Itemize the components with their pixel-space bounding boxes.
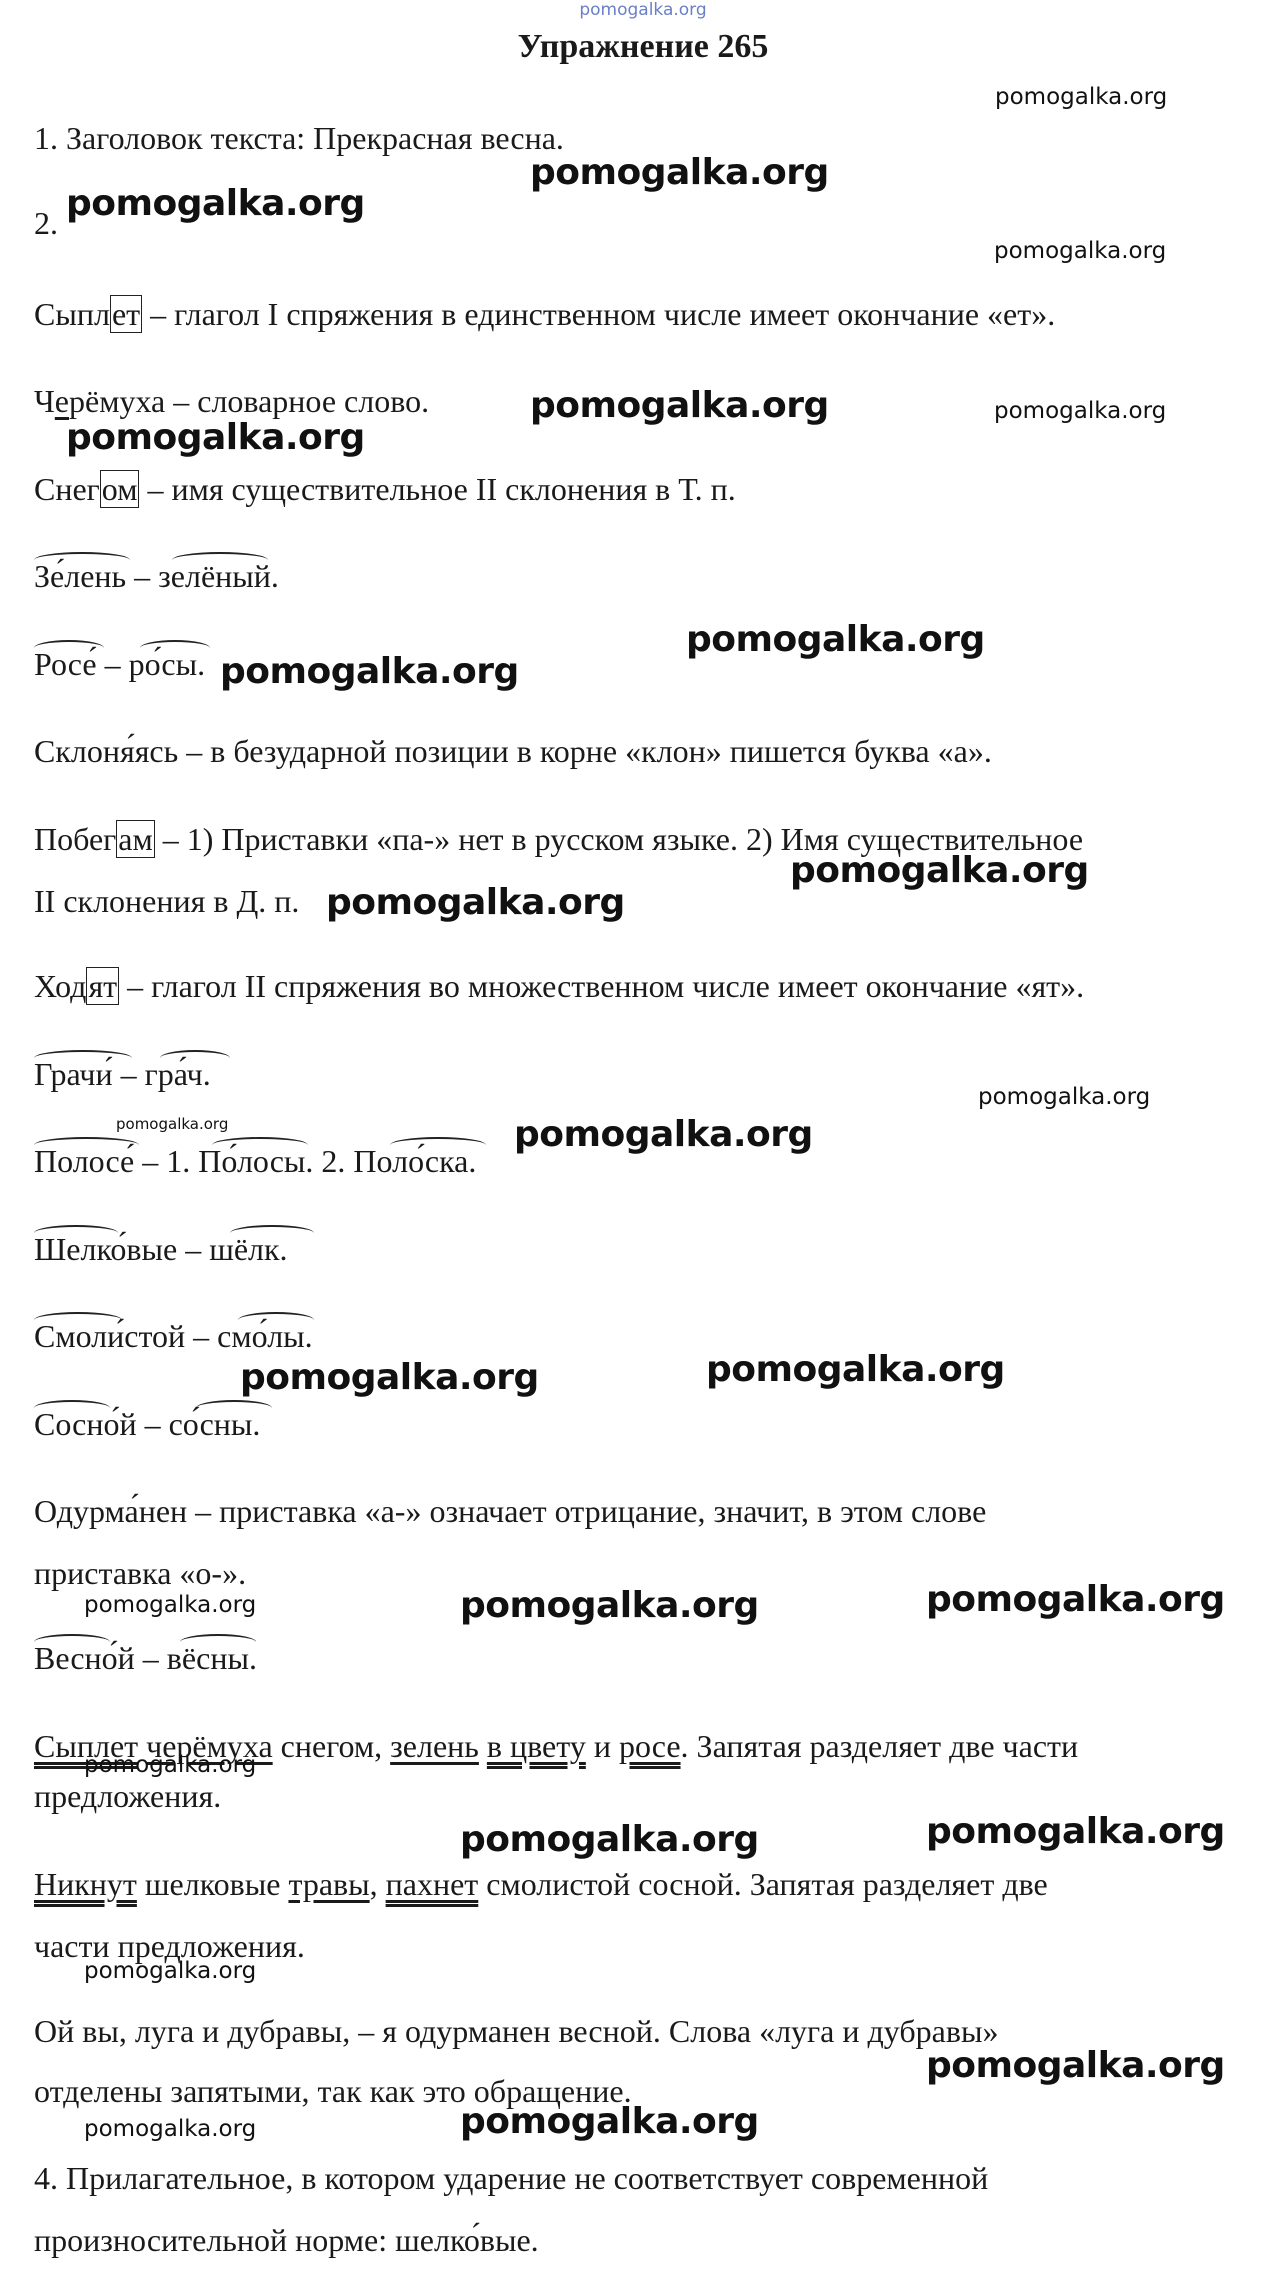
root-arc [390, 1137, 486, 1153]
watermark: pomogalka.org [926, 2045, 1225, 2086]
line-pobegam: Побегам – 1) Приставки «па-» нет в русском языке. 2) Имя существительное [34, 821, 1084, 857]
vowel-underline: е [54, 383, 69, 419]
watermark: pomogalka.org [66, 417, 365, 458]
line-syplet: Сыплет – глагол I спряжения в единственном числе имеет окончание «ет». [34, 296, 1056, 332]
root-arc [196, 1400, 272, 1416]
watermark: pomogalka.org [530, 152, 829, 193]
line-grachi: Грачи́ – гра́ч. [34, 1056, 211, 1092]
line-sentence-2-cont: части предложения. [34, 1928, 305, 1964]
subject: травы [288, 1866, 370, 1902]
line-shelkovye: Шелко́вые – шёлк. [34, 1231, 288, 1267]
root-arc [34, 1050, 132, 1066]
root-arc [34, 1137, 139, 1153]
root-arc [140, 640, 210, 656]
line-2: 2. [34, 205, 58, 241]
line-snegom: Снегом – имя существительное II склонения в Т. п. [34, 471, 736, 507]
watermark: pomogalka.org [926, 1811, 1225, 1852]
line-khodyat: Ходят – глагол II спряжения во множественном числе имеет окончание «ят». [34, 968, 1085, 1004]
line-rose: Росе́ – ро́сы. [34, 646, 206, 682]
line-pobegam-cont: II склонения в Д. п. [34, 883, 300, 919]
watermark: pomogalka.org [460, 1819, 759, 1860]
line-odurmanen-cont: приставка «о-». [34, 1555, 247, 1591]
watermark: pomogalka.org [220, 651, 519, 692]
watermark: pomogalka.org [706, 1349, 1005, 1390]
root-arc [34, 1312, 122, 1328]
watermark: pomogalka.org [530, 385, 829, 426]
root-arc [34, 1634, 110, 1650]
root-arc [180, 1634, 256, 1650]
watermark: pomogalka.org [790, 850, 1089, 891]
subject: зелень [390, 1728, 479, 1764]
watermark: pomogalka.org [995, 84, 1168, 110]
watermark: pomogalka.org [514, 1114, 813, 1155]
line-4: 4. Прилагательное, в котором ударение не соответствует современной [34, 2160, 989, 2196]
line-vesnoy: Весно́й – вёсны. [34, 1640, 257, 1676]
root-arc [230, 1225, 314, 1241]
root-arc [238, 1312, 314, 1328]
watermark: pomogalka.org [116, 1115, 229, 1133]
exercise-title: Упражнение 265 [517, 28, 769, 65]
line-polose: Полосе́ – 1. По́лосы. 2. Поло́ска. [34, 1143, 477, 1179]
watermark: pomogalka.org [84, 1752, 257, 1778]
watermark: pomogalka.org [326, 882, 625, 923]
predicate: в цвету [486, 1728, 586, 1764]
watermark: pomogalka.org [994, 398, 1167, 424]
line-sentence-2: Никнут шелковые травы, пахнет смолистой сосной. Запятая разделяет две [34, 1866, 1048, 1902]
watermark: pomogalka.org [84, 1592, 257, 1618]
ending-box: ет [111, 296, 141, 332]
line-sosnoy: Сосно́й – со́сны. [34, 1406, 261, 1442]
watermark-top: pomogalka.org [579, 0, 707, 20]
root-arc [34, 552, 130, 568]
root-arc [172, 552, 268, 568]
predicate: росе [618, 1728, 681, 1764]
predicate: Никнут [34, 1866, 137, 1902]
watermark: pomogalka.org [686, 619, 985, 660]
line-heading: 1. Заголовок текста: Прекрасная весна. [34, 120, 564, 156]
ending-box: ом [101, 471, 138, 507]
watermark: pomogalka.org [84, 1958, 257, 1984]
root-arc [212, 1137, 308, 1153]
line-sklonyayas: Склоня́ясь – в безударной позиции в корне «клон» пишется буква «а». [34, 733, 992, 769]
subject: черёмуха [146, 1728, 273, 1764]
root-arc [34, 1400, 110, 1416]
watermark: pomogalka.org [994, 238, 1167, 264]
ending-box: ам [118, 821, 153, 857]
predicate: пахнет [385, 1866, 479, 1902]
watermark: pomogalka.org [926, 1579, 1225, 1620]
line-smolistoy: Смоли́стой – смо́лы. [34, 1318, 313, 1354]
watermark: pomogalka.org [240, 1357, 539, 1398]
line-zelen: Зе́лень – зелёный. [34, 558, 279, 594]
line-odurmanen: Одурма́нен – приставка «а-» означает отрицание, значит, в этом слове [34, 1493, 987, 1529]
watermark: pomogalka.org [460, 2101, 759, 2142]
line-cheremukha: Черёмуха – словарное слово. [34, 383, 430, 419]
root-arc [160, 1050, 230, 1066]
root-arc [34, 640, 104, 656]
watermark: pomogalka.org [460, 1585, 759, 1626]
line-sentence-1: Сыплет черёмуха снегом, зелень в цвету и росе. Запятая разделяет две части [34, 1728, 1079, 1764]
line-4-cont: произносительной норме: шелко́вые. [34, 2222, 539, 2258]
ending-box: ят [88, 968, 118, 1004]
watermark: pomogalka.org [66, 183, 365, 224]
line-sentence-1-cont: предложения. [34, 1778, 222, 1814]
watermark: pomogalka.org [84, 2116, 257, 2142]
line-sentence-3-cont: отделены запятыми, так как это обращение. [34, 2073, 632, 2109]
root-arc [34, 1225, 118, 1241]
line-sentence-3: Ой вы, луга и дубравы, – я одурманен весной. Слова «луга и дубравы» [34, 2013, 999, 2049]
predicate: Сыплет [34, 1728, 139, 1764]
watermark: pomogalka.org [978, 1084, 1151, 1110]
